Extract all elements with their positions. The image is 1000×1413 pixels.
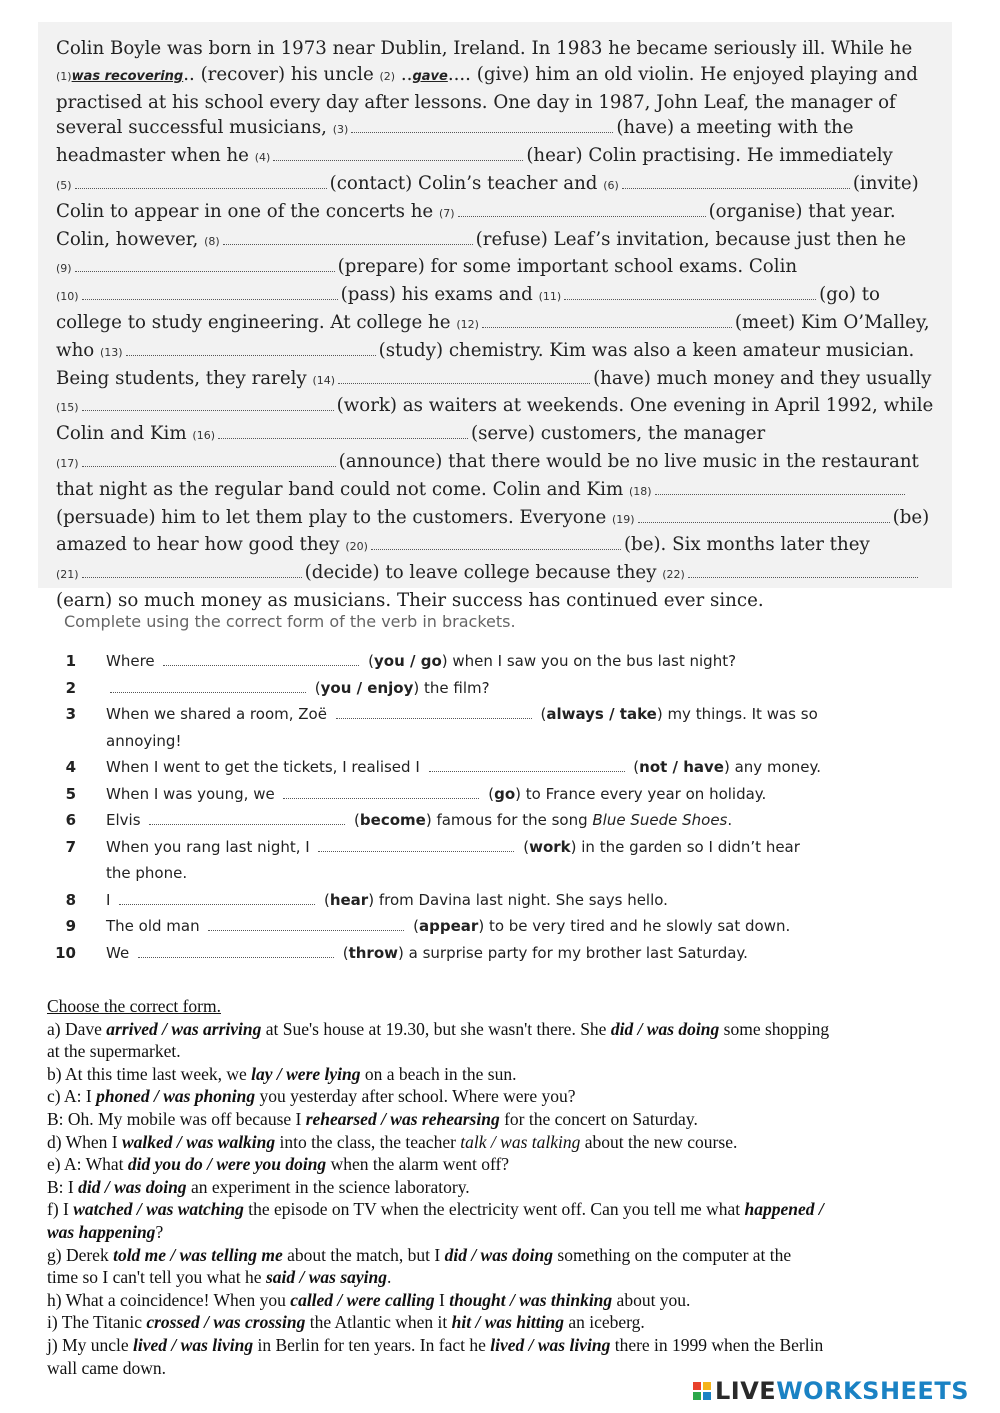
story-text: headmaster when he [56,145,255,167]
story-text: .... (give) him an old violin. He enjoyed playing and [447,63,918,85]
answer-blank[interactable] [336,704,532,719]
answer-blank[interactable] [110,678,306,693]
question-text: about you. [612,1289,691,1310]
answer-blank[interactable] [688,560,918,578]
story-text: Colin to appear in one of the concerts he [56,200,439,222]
choice-option[interactable]: said / was saying [265,1267,388,1288]
verb-prompt: throw [348,943,398,962]
gap-number: (7) [438,206,455,220]
answer-blank[interactable] [371,532,621,550]
answer-blank[interactable] [138,943,334,958]
answer-text: gave [412,68,448,84]
item-text: We [106,943,134,962]
choice-option[interactable]: crossed / was crossing [146,1312,306,1333]
item-text: my things. It was so [662,705,818,723]
story-text: college to study engineering. At college he [56,311,457,333]
item-text: . [727,811,733,829]
verb-prompt: appear [419,917,479,935]
exercise2-heading: Complete using the correct form of the verb in brackets. [64,612,516,631]
question-text: the episode on TV when the electricity went off. Can you tell me what [243,1199,745,1220]
gap-number: (16) [192,429,215,443]
gap-number: (22) [662,568,685,582]
story-text: amazed to hear how good they [56,534,346,556]
choice-option[interactable]: did / was doing [610,1018,720,1039]
answer-blank[interactable] [163,651,359,666]
gap-number: (18) [629,484,652,498]
story-text: Colin, however, [56,228,205,250]
question-line [47,1334,957,1357]
exercise-item: 8 I (hear) from Davina last night. She says hello. [50,887,930,914]
logo-tile [703,1382,711,1390]
story-text: that night as the regular band could not come. Colin and Kim [56,478,629,500]
question-text: I [434,1289,450,1310]
question-text: d) When I [47,1131,122,1152]
question-text: some shopping [719,1018,830,1039]
item-number: 4 [65,758,76,776]
logo-tile [693,1392,701,1400]
question-line [47,1063,957,1086]
question-text: something on the computer at the [553,1244,792,1265]
story-text: (be) [892,506,930,528]
story-text: (have) much money and they usually [593,367,932,389]
answer-blank[interactable] [338,366,590,384]
song-title: Blue Suede Shoes [592,811,728,829]
story-text: (serve) customers, the manager [471,423,766,445]
question-text: in Berlin for ten years. In fact he [253,1334,491,1355]
question-line [47,1311,957,1334]
question-text: . [387,1267,392,1288]
answer-blank[interactable] [351,115,613,133]
question-text: h) What a coincidence! When you [47,1289,291,1310]
gap-number: (21) [56,568,79,582]
answer-blank[interactable] [75,171,327,189]
question-text: for the concert on Saturday. [499,1108,698,1129]
choice-option[interactable]: thought / was thinking [449,1289,613,1310]
logo-text-live: LIVE [715,1377,777,1405]
gap-number: (12) [456,317,479,331]
question-line [47,1085,957,1108]
gap-number: (3) [332,123,349,137]
choice-option[interactable]: did / was doing [78,1176,187,1197]
question-continuation [47,1176,957,1199]
question-line [47,1244,957,1267]
gap-number: (17) [56,456,79,470]
story-text: (persuade) him to let them play to the customers. Everyone [56,506,612,528]
question-text: a) Dave [47,1018,107,1039]
question-text: into the class, the teacher [275,1131,461,1152]
item-text: I [106,890,116,909]
logo-tile [703,1392,711,1400]
question-text: about the match, but I [282,1244,445,1265]
answer-blank[interactable] [622,171,850,189]
gap-number: (20) [345,540,368,554]
answer-blank[interactable] [273,143,523,161]
item-text: from Davina last night. She says hello. [374,890,668,909]
item-number: 6 [65,811,76,829]
item-text: to France every year on holiday. [521,784,767,803]
question-continuation [47,1040,957,1063]
item-text: famous for the song [431,811,593,829]
question-text: B: Oh. My mobile was off because I [47,1108,306,1129]
question-text: c) A: I [47,1086,97,1107]
exercise-item: 2 (you / enjoy) the film? [50,675,930,702]
story-text: (go) to [819,284,880,306]
answer-blank[interactable] [458,199,706,217]
choice-option[interactable]: rehearsed / was rehearsing [305,1108,500,1129]
answer-blank[interactable] [82,449,336,467]
answer-blank[interactable] [429,757,625,772]
exercise3 [47,995,957,1379]
answer-blank[interactable] [638,505,890,523]
exercise1-story [56,36,946,614]
item-number: 1 [65,652,76,670]
story-text: (decide) to leave college because they [304,562,663,584]
answer-blank[interactable] [218,421,468,439]
answer-blank[interactable] [75,254,335,272]
story-text: practised at his school every day after lessons. One day in 1987, John Leaf, the manager of [56,91,896,113]
choice-option[interactable]: was happening [47,1221,156,1242]
choice-option[interactable]: talk / was talking [460,1131,581,1152]
exercise-item: 3 When we shared a room, Zoë (always / take) my things. It was so annoying! [50,701,930,754]
gap-number: (9) [56,262,72,276]
question-line [47,1289,957,1312]
item-text: any money. [729,758,821,776]
question-text: on a beach in the sun. [360,1063,517,1084]
exercise3-heading: Choose the correct form. [47,996,221,1016]
question-text: b) At this time last week, we [47,1063,252,1084]
story-text: (meet) Kim O’Malley, [734,311,930,333]
gap-number: (19) [612,512,635,526]
item-text: to be very tired and he slowly sat down. [484,917,791,935]
question-line [47,1198,957,1221]
item-text: the phone. [106,864,188,882]
gap-number: (4) [254,151,271,165]
answer-blank[interactable] [223,227,473,245]
question-text: at the supermarket. [47,1041,181,1062]
answer-blank[interactable] [82,560,302,578]
story-text: .. [395,63,413,85]
story-text: several successful musicians, [56,117,333,139]
story-text: Colin and Kim [56,423,193,445]
item-text: Where [106,652,160,670]
question-text: you yesterday after school. Where were you? [255,1086,576,1107]
item-text: in the garden so I didn’t hear [576,837,800,856]
gap-number: (11) [538,290,562,304]
choice-option[interactable]: phoned / was phoning [96,1086,256,1107]
story-text: (organise) that year. [708,200,896,222]
choice-option[interactable]: watched / was watching [73,1199,244,1220]
story-text: who [56,339,101,361]
choice-option[interactable]: walked / was walking [122,1131,276,1152]
exercise-item: 6 Elvis (become) famous for the song Blue Suede Shoes. [50,807,930,834]
question-text: time so I can't tell you what he [47,1267,266,1288]
item-text: a surprise party for my brother last Saturday. [403,943,748,962]
choice-option[interactable]: lived / was living [490,1334,611,1355]
verb-prompt: become [359,811,426,829]
question-continuation [47,1108,957,1131]
item-text: When we shared a room, Zoë [106,705,332,723]
logo-tile [693,1382,701,1390]
exercise2-list [50,648,930,966]
answer-blank[interactable] [655,477,905,495]
item-text: When I was young, we [106,784,280,803]
answer-blank[interactable] [318,837,514,852]
gap-number: (8) [204,234,220,248]
verb-prompt: hear [329,890,369,909]
choice-option[interactable]: did you do / were you doing [127,1154,327,1175]
exercise-item: 9 The old man (appear) to be very tired and he slowly sat down. [50,913,930,940]
question-text: the Atlantic when it [305,1312,452,1333]
question-text: an iceberg. [563,1312,645,1333]
gap-number: (14) [312,373,336,387]
question-continuation [47,1266,957,1289]
item-text: Elvis [106,811,146,829]
choice-option[interactable]: lay / were lying [251,1063,361,1084]
answer-blank[interactable] [149,810,345,825]
question-text: g) Derek [47,1244,114,1265]
question-text: e) A: What [47,1154,128,1175]
question-text: B: I [47,1176,79,1197]
question-text: j) My uncle [47,1334,134,1355]
choice-option[interactable]: told me / was telling me [113,1244,283,1265]
answer-blank[interactable] [482,310,732,328]
story-text: (be). Six months later they [623,534,870,556]
question-text: about the new course. [580,1131,738,1152]
verb-prompt: you / enjoy [320,678,414,697]
story-text: (hear) Colin practising. He immediately [526,145,893,167]
question-line [47,1018,957,1041]
item-number: 8 [65,890,76,909]
answer-blank[interactable] [283,784,479,799]
gap-number: (15) [56,401,79,415]
item-number: 9 [65,917,76,935]
question-line [47,1131,957,1154]
story-text: (earn) so much money as musicians. Their success has continued ever since. [56,589,764,611]
story-text: (contact) Colin’s teacher and [329,172,604,194]
exercise-item: 1 Where (you / go) when I saw you on the bus last night? [50,648,930,675]
verb-prompt: work [529,837,571,856]
story-text: (have) a meeting with the [616,117,854,139]
answer-blank[interactable] [82,393,334,411]
story-text: (prepare) for some important school exams. Colin [337,256,798,278]
story-text: (invite) [852,172,919,194]
answer-blank[interactable] [208,916,404,931]
gap-number: (10) [56,290,79,304]
answer-text: was recovering [71,68,184,84]
answer-blank[interactable] [82,282,338,300]
item-number: 10 [55,943,76,962]
story-text: (announce) that there would be no live music in the restaurant [338,450,919,472]
logo-icon [693,1382,711,1400]
gap-number: (2) [379,69,396,83]
story-text: Colin Boyle was born in 1973 near Dublin, Ireland. In 1983 he became seriously ill. While he [56,38,913,59]
story-text: (work) as waiters at weekends. One evening in April 1992, while [336,395,934,417]
exercise-item: 5 When I was young, we (go) to France every year on holiday. [50,781,930,808]
logo-text-worksheets: WORKSHEETS [776,1377,969,1405]
choice-option[interactable]: lived / was living [133,1334,254,1355]
story-text: .. (recover) his uncle [183,63,380,85]
story-text: (refuse) Leaf’s invitation, because just then he [475,228,906,250]
question-text: i) The Titanic [47,1312,147,1333]
item-text: annoying! [106,731,182,750]
verb-prompt: you / go [374,652,442,670]
choice-option[interactable]: did / was doing [444,1244,554,1265]
item-number: 5 [65,784,76,803]
question-text: wall came down. [47,1357,167,1378]
item-number: 3 [65,705,76,723]
answer-blank[interactable] [119,890,315,905]
question-text: when the alarm went off? [326,1154,510,1175]
question-line [47,1153,957,1176]
verb-prompt: always / take [546,705,657,723]
choice-option[interactable]: happened / [744,1199,824,1220]
gap-number: (13) [100,345,123,359]
question-text: f) I [47,1199,74,1220]
question-text: at Sue's house at 19.30, but she wasn't there. She [261,1018,611,1039]
story-text: Being students, they rarely [56,367,313,389]
question-text: ? [155,1221,164,1242]
exercise-item: 7 When you rang last night, I (work) in the garden so I didn’t hear the phone. [50,834,930,887]
item-text: the film? [419,678,490,697]
item-text: The old man [106,917,205,935]
gap-number: (1) [56,69,72,83]
story-text: (pass) his exams and [340,284,539,306]
choice-option[interactable]: hit / was hitting [451,1312,564,1333]
liveworksheets-logo[interactable] [693,1376,969,1406]
choice-option[interactable]: arrived / was arriving [106,1018,262,1039]
item-text: When you rang last night, I [106,837,315,856]
gap-number: (5) [56,178,72,192]
exercise-item: 10 We (throw) a surprise party for my brother last Saturday. [50,940,930,967]
gap-number: (6) [603,178,619,192]
item-text: When I went to get the tickets, I realised I [106,758,425,776]
item-text: when I saw you on the bus last night? [447,652,737,670]
choice-option[interactable]: called / were calling [290,1289,435,1310]
item-number: 2 [65,678,76,697]
answer-blank[interactable] [564,282,816,300]
question-text: there in 1999 when the Berlin [610,1334,824,1355]
answer-blank[interactable] [126,338,376,356]
exercise-item: 4 When I went to get the tickets, I realised I (not / have) any money. [50,754,930,781]
verb-prompt: not / have [639,758,724,776]
question-text: an experiment in the science laboratory. [186,1176,470,1197]
verb-prompt: go [494,784,516,803]
question-continuation [47,1221,957,1244]
story-text: (study) chemistry. Kim was also a keen amateur musician. [378,339,915,361]
item-number: 7 [65,837,76,856]
